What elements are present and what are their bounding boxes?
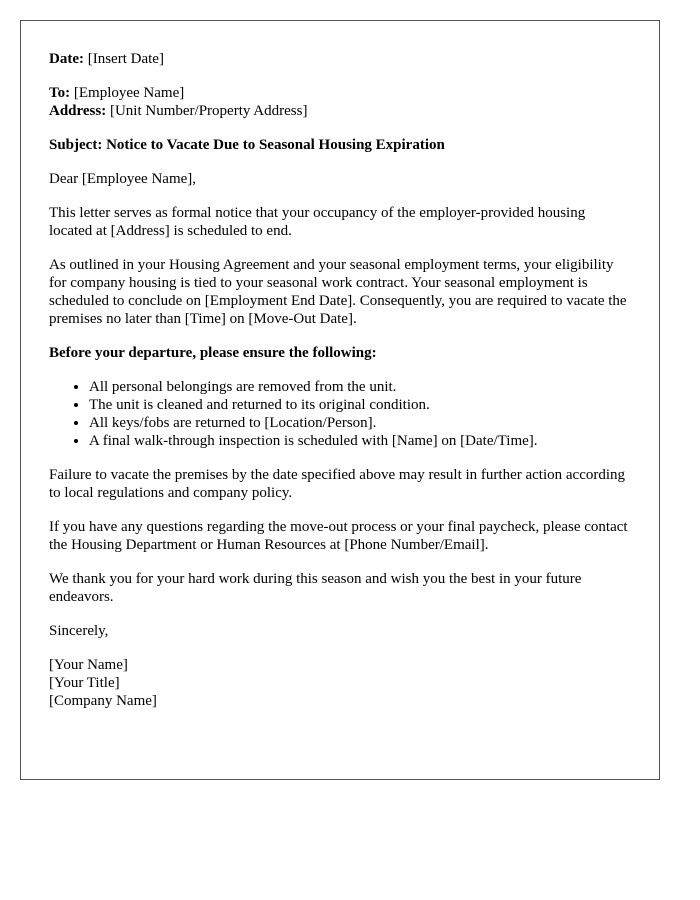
signoff: Sincerely, (49, 623, 109, 639)
body-paragraph: This letter serves as formal notice that your occupancy of the employer-provided housing located at [Address] is scheduled to end. (49, 205, 586, 239)
salutation: Dear [Employee Name], (49, 171, 197, 187)
checklist-item: • The unit is cleaned and returned to its original condition. (89, 396, 631, 414)
date-line (49, 50, 631, 68)
to-value: [Employee Name] (73, 85, 185, 101)
body-paragraph: Failure to vacate the premises by the date specified above may result in further action according to local regulations and company policy. (49, 467, 626, 501)
address-line (49, 102, 631, 120)
body-paragraph: As outlined in your Housing Agreement and your seasonal employment terms, your eligibility for company housing is tied to your seasonal work contract. Your seasonal employment is scheduled to conclude on [Employment End Date]. Consequently, you are required to vacate the premises no later than [Time] on [Move-Out Date]. (49, 257, 627, 327)
letter-document (20, 20, 660, 780)
checklist-item: • All keys/fobs are returned to [Location/Person]. (89, 414, 631, 432)
signature-name: [Your Name] (49, 657, 128, 673)
subject-line: Subject: Notice to Vacate Due to Seasonal Housing Expiration (49, 137, 445, 153)
date-label: Date: (49, 51, 84, 67)
signature-title: [Your Title] (49, 675, 120, 691)
address-label: Address: (49, 103, 107, 119)
signature-company: [Company Name] (49, 693, 157, 709)
to-label: To: (49, 85, 71, 101)
to-line (49, 84, 631, 102)
body-paragraph: If you have any questions regarding the move-out process or your final paycheck, please contact the Housing Department or Human Resources at [Phone Number/Email]. (49, 519, 628, 553)
date-value: [Insert Date] (87, 51, 164, 67)
checklist-item: • All personal belongings are removed from the unit. (89, 378, 631, 396)
signature-block (49, 656, 631, 710)
checklist (49, 378, 631, 450)
body-paragraph: We thank you for your hard work during this season and wish you the best in your future endeavors. (49, 571, 582, 605)
recipient-block (49, 84, 631, 120)
address-value: [Unit Number/Property Address] (109, 103, 308, 119)
checklist-item: • A final walk-through inspection is scheduled with [Name] on [Date/Time]. (89, 432, 631, 450)
checklist-heading: Before your departure, please ensure the following: (49, 345, 377, 361)
